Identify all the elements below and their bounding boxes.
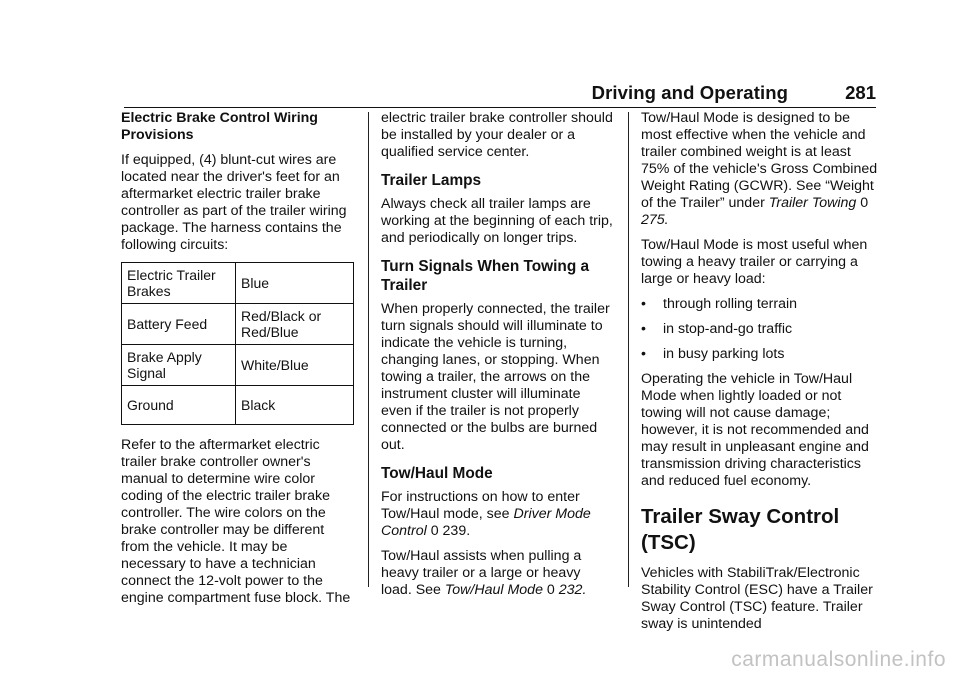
continued-paragraph: electric trailer brake controller should be installed by your dealer or a qualified service center. <box>381 110 613 160</box>
table-row <box>122 304 354 345</box>
circuit-name: Electric Trailer Brakes <box>122 263 236 304</box>
circuit-color: Red/Black or Red/Blue <box>236 304 354 345</box>
list-item-text: in stop-and-go traffic <box>663 321 793 337</box>
table-row <box>122 345 354 386</box>
tow-haul-useful-paragraph: Tow/Haul Mode is most useful when towing a heavy trailer or carrying a large or heavy load: <box>641 237 868 287</box>
xref-page[interactable]: 232 <box>558 582 583 598</box>
text-run: Tow/Haul assists when pulling a heavy trailer or a large or heavy load. See <box>381 548 582 598</box>
xref-page[interactable]: 239 <box>442 523 467 539</box>
tow-haul-paragraph-1 <box>381 489 615 540</box>
column-1 <box>121 110 355 615</box>
watermark: carmanualsonline.info <box>731 648 946 671</box>
circuit-color: Black <box>236 386 354 425</box>
circuit-color: White/Blue <box>236 345 354 386</box>
turn-signals-heading: Turn Signals When Towing a Trailer <box>381 258 590 294</box>
xref-link[interactable]: Driver Mode Control <box>381 506 591 539</box>
bullet-icon: • <box>641 321 646 337</box>
list-item <box>641 296 881 313</box>
header-rule <box>124 107 876 108</box>
bullet-icon: • <box>641 296 646 312</box>
trailer-lamps-paragraph: Always check all trailer lamps are working at the beginning of each trip, and periodically on longer trips. <box>381 196 613 246</box>
section-title: Driving and Operating <box>591 82 788 103</box>
page-ref-icon: 0 <box>546 582 555 598</box>
wiring-intro: If equipped, (4) blunt-cut wires are located near the driver's feet for an aftermarket electric trailer brake controller as part of the trailer wiring package. The harness contains the following circuits: <box>121 152 347 253</box>
wiring-paragraph: Refer to the aftermarket electric trailer brake controller owner's manual to determine wire color coding of the electric trailer brake controller. The wire colors on the brake controller may be different from the vehicle. It may be necessary to have a technician connect the 12-volt power to the engine compartment fuse block. The <box>121 437 351 606</box>
list-item-text: through rolling terrain <box>663 296 798 312</box>
list-item <box>641 346 881 363</box>
text-run: . <box>466 523 471 539</box>
xref-page[interactable]: 275 <box>641 212 665 228</box>
tow-haul-paragraph-2 <box>381 548 615 599</box>
list-item-text: in busy parking lots <box>663 346 785 362</box>
page-ref-icon: 0 <box>430 523 439 539</box>
tow-haul-design-paragraph <box>641 110 881 229</box>
tow-haul-heading: Tow/Haul Mode <box>381 465 493 482</box>
circuit-name: Brake Apply Signal <box>122 345 236 386</box>
page-header <box>0 78 876 108</box>
circuit-name: Battery Feed <box>122 304 236 345</box>
text-run: . <box>664 212 669 228</box>
list-item <box>641 321 881 338</box>
trailer-lamps-heading: Trailer Lamps <box>381 172 482 189</box>
table-row <box>122 263 354 304</box>
column-divider <box>628 112 629 587</box>
tsc-heading: Trailer Sway Control (TSC) <box>641 505 840 554</box>
column-divider <box>368 112 369 587</box>
xref-link[interactable]: Trailer Towing <box>768 195 857 211</box>
column-2 <box>381 110 615 607</box>
page-number: 281 <box>845 82 876 103</box>
text-run: . <box>582 582 587 598</box>
wiring-subheading: Electric Brake Control Wiring Provisions <box>121 110 318 143</box>
column-3 <box>641 110 881 641</box>
circuits-table <box>121 262 354 425</box>
bullet-icon: • <box>641 346 646 362</box>
text-run: Tow/Haul Mode is designed to be most effective when the vehicle and trailer combined weight is at least 75% of the vehicle's Gross Combined Weight Rating (GCWR). See “Weight of the Trailer” under <box>641 110 878 211</box>
circuit-name: Ground <box>122 386 236 425</box>
page-ref-icon: 0 <box>860 195 869 211</box>
table-row <box>122 386 354 425</box>
circuit-color: Blue <box>236 263 354 304</box>
operating-paragraph: Operating the vehicle in Tow/Haul Mode when lightly loaded or not towing will not cause damage; however, it is not recommended and may result in unpleasant engine and transmission driving characteristics and reduced fuel economy. <box>641 371 869 489</box>
tsc-paragraph: Vehicles with StabiliTrak/Electronic Stability Control (ESC) have a Trailer Sway Control (TSC) feature. Trailer sway is unintended <box>641 565 873 632</box>
xref-link[interactable]: Tow/Haul Mode <box>444 582 543 598</box>
turn-signals-paragraph: When properly connected, the trailer turn signals should will illuminate to indicate the vehicle is turning, changing lanes, or stopping. When towing a trailer, the arrows on the instrument cluster will illuminate even if the trailer is not properly connected or the bulbs are burned out. <box>381 301 610 453</box>
text-run: For instructions on how to enter Tow/Haul mode, see <box>381 489 580 522</box>
